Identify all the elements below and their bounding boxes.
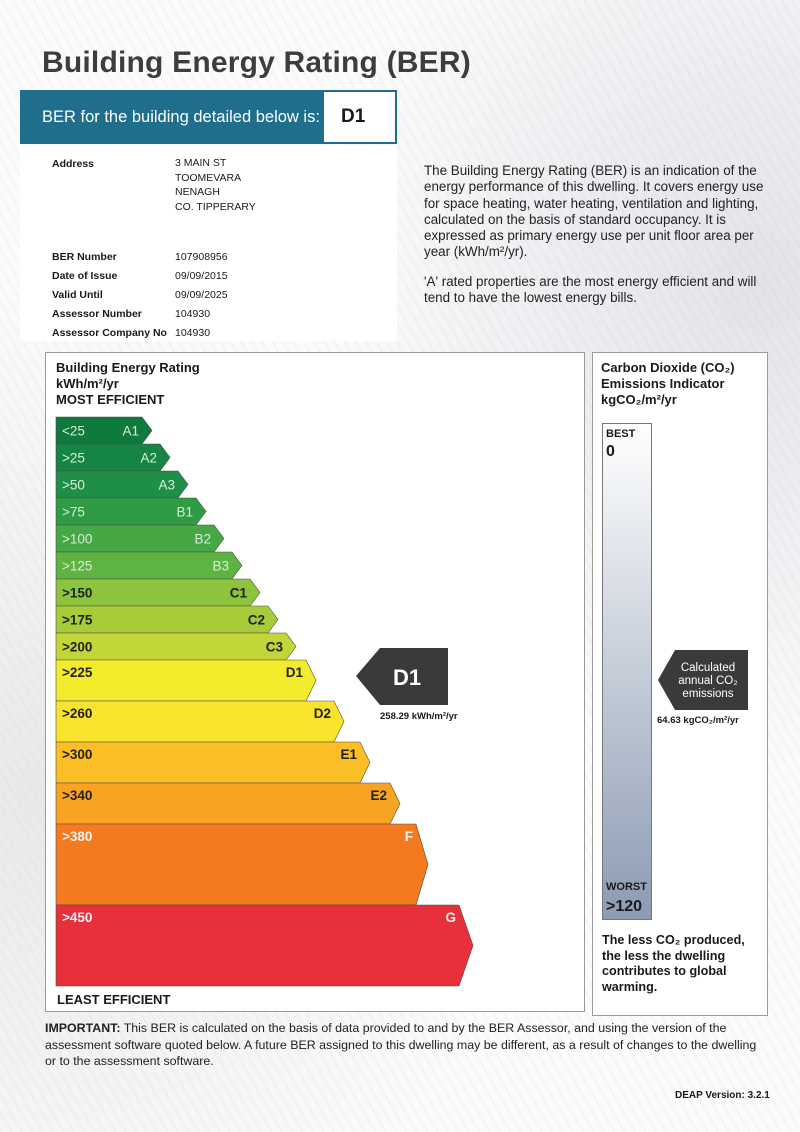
- ber-band-threshold: >380: [62, 829, 93, 844]
- ber-scale-most-efficient: MOST EFFICIENT: [56, 392, 165, 407]
- co2-marker-line1: Calculated: [680, 662, 736, 674]
- ber-number-value: 107908956: [175, 251, 228, 263]
- ber-scale-least-efficient: LEAST EFFICIENT: [57, 992, 171, 1007]
- ber-band-grade: C2: [247, 612, 265, 628]
- valid-until-value: 09/09/2025: [175, 289, 228, 301]
- ber-band-threshold: <25: [62, 423, 85, 439]
- ber-band-grade: A1: [122, 423, 139, 439]
- ber-scale-heading-title: Building Energy Rating: [56, 360, 200, 375]
- co2-best-value: 0: [606, 443, 615, 460]
- important-label: IMPORTANT:: [45, 1021, 121, 1035]
- ber-band-grade: F: [404, 829, 413, 844]
- ber-band-threshold: >150: [62, 585, 93, 601]
- ber-band-grade: E2: [370, 788, 387, 803]
- ber-band-grade: C3: [265, 639, 283, 655]
- co2-best-label: BEST: [606, 428, 636, 440]
- ber-band-threshold: >75: [62, 504, 85, 520]
- date-of-issue-value: 09/09/2015: [175, 270, 228, 282]
- deap-version: DEAP Version: 3.2.1: [675, 1090, 770, 1101]
- assessor-company-label: Assessor Company No: [52, 327, 167, 339]
- ber-band-threshold: >225: [62, 665, 93, 680]
- address-line: NENAGH: [175, 186, 220, 198]
- ber-band-grade: B3: [212, 558, 229, 574]
- ber-current-rating-value: 258.29 kWh/m²/yr: [380, 711, 458, 722]
- co2-footer-text: The less CO₂ produced, the less the dwelling contributes to global warming.: [602, 933, 745, 994]
- ber-scale-heading-unit: kWh/m²/yr: [56, 376, 119, 391]
- description-paragraph: The Building Energy Rating (BER) is an indication of the energy performance of this dwelling. It covers energy use for space heating, water heating, ventilation and lighting, calculated on the basis of standard occupancy. It is expressed as primary energy use per unit floor area per year (kWh/m²/yr).: [424, 163, 764, 260]
- address-label: Address: [52, 158, 95, 170]
- ber-band-grade: B2: [194, 531, 211, 547]
- ber-current-rating-label: D1: [392, 665, 422, 690]
- ber-band-threshold: >260: [62, 706, 93, 721]
- important-text: This BER is calculated on the basis of data provided to and by the BER Assessor, and using the version of the assessment software quoted below. A future BER assigned to this dwelling may be different, as a result of changes to the dwelling or to the assessment software.: [45, 1021, 757, 1068]
- ber-band-grade: A2: [140, 450, 157, 466]
- valid-until-label: Valid Until: [52, 289, 103, 301]
- address-line: 3 MAIN ST: [175, 157, 227, 169]
- ber-band-grade: E1: [340, 747, 357, 762]
- ber-band-threshold: >50: [62, 477, 85, 493]
- co2-heading-unit: kgCO₂/m²/yr: [601, 392, 677, 407]
- date-of-issue-label: Date of Issue: [52, 270, 118, 282]
- ber-band-threshold: >125: [62, 558, 93, 574]
- page-title: Building Energy Rating (BER): [42, 46, 471, 79]
- ber-band-threshold: >300: [62, 747, 93, 762]
- ber-rating-value: D1: [341, 106, 366, 127]
- important-notice: [45, 1020, 765, 1070]
- ber-band-grade: B1: [176, 504, 193, 520]
- co2-heading-subtitle: Emissions Indicator: [601, 376, 725, 391]
- assessor-number-value: 104930: [175, 308, 211, 320]
- co2-marker-value: 64.63 kgCO₂/m²/yr: [657, 715, 739, 726]
- ber-band-threshold: >25: [62, 450, 85, 466]
- address-line: CO. TIPPERARY: [175, 200, 256, 213]
- ber-number-label: BER Number: [52, 251, 117, 263]
- ber-band-grade: C1: [229, 585, 247, 601]
- co2-marker-line2: annual CO₂: [678, 675, 738, 687]
- assessor-number-label: Assessor Number: [52, 308, 142, 320]
- co2-worst-label: WORST: [606, 881, 647, 893]
- ber-band-threshold: >450: [62, 910, 93, 925]
- ber-band-grade: A3: [158, 477, 175, 493]
- ber-banner-label: BER for the building detailed below is:: [42, 107, 320, 126]
- assessor-company-value: 104930: [175, 327, 211, 339]
- ber-band-threshold: >340: [62, 788, 93, 803]
- description-paragraph: 'A' rated properties are the most energy efficient and will tend to have the lowest energy bills.: [424, 273, 757, 306]
- ber-band-threshold: >100: [62, 531, 93, 547]
- ber-band-threshold: >175: [62, 612, 93, 628]
- co2-heading-title: Carbon Dioxide (CO₂): [601, 360, 735, 375]
- co2-marker-line3: emissions: [682, 688, 734, 700]
- ber-band-threshold: >200: [62, 639, 93, 655]
- ber-band-grade: G: [445, 910, 456, 925]
- address-line: TOOMEVARA: [175, 171, 242, 184]
- ber-band-grade: D1: [285, 665, 303, 680]
- co2-worst-value: >120: [606, 898, 643, 915]
- ber-band-grade: D2: [313, 706, 331, 721]
